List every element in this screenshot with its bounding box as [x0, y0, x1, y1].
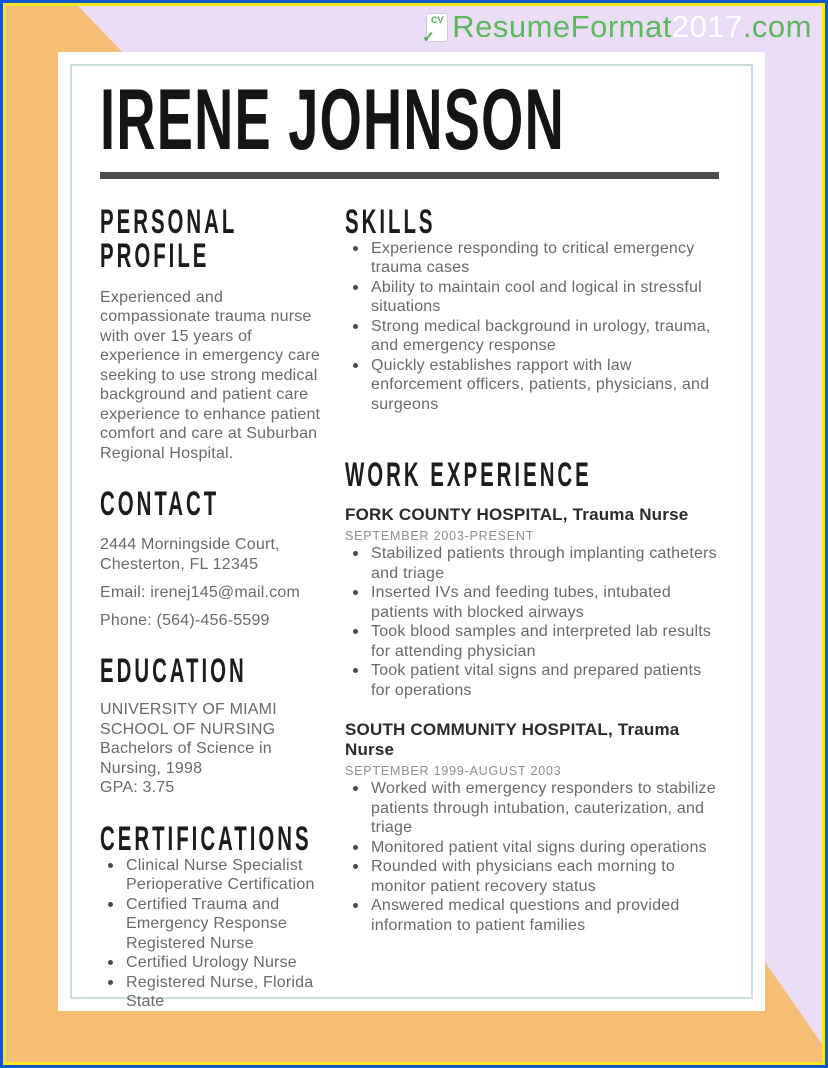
- card-content: [58, 72, 765, 1012]
- contact-address: [100, 535, 330, 574]
- watermark-text: [452, 11, 812, 42]
- list-item: Stabilized patients through implanting catheters and triage: [345, 544, 719, 583]
- certifications-list: [100, 856, 330, 1012]
- watermark-tld: .com: [742, 9, 812, 44]
- page-frame-yellow: [3, 3, 825, 1065]
- section-work-experience: [345, 458, 719, 935]
- list-item: Strong medical background in urology, trauma, and emergency response: [345, 317, 719, 356]
- skills-list: [345, 239, 719, 415]
- resume-card: [58, 52, 765, 1011]
- job-entry: [345, 720, 719, 935]
- site-watermark: [422, 9, 812, 46]
- list-item: Experience responding to critical emergency trauma cases: [345, 239, 719, 278]
- certifications-title: CERTIFICATIONS: [100, 819, 312, 858]
- list-item: Inserted IVs and feeding tubes, intubated patients with blocked airways: [345, 583, 719, 622]
- profile-title-line1: PERSONAL: [100, 202, 238, 241]
- list-item: Answered medical questions and provided information to patient families: [345, 896, 719, 935]
- address-line2: Chesterton, FL 12345: [100, 555, 259, 573]
- skills-title: SKILLS: [345, 202, 436, 241]
- right-column: [345, 202, 719, 1012]
- education-body: [100, 700, 330, 798]
- candidate-name: IRENE JOHNSON: [100, 72, 565, 168]
- job-title: SOUTH COMMUNITY HOSPITAL, Trauma Nurse: [345, 720, 680, 760]
- resume-columns: [100, 202, 719, 1012]
- section-skills: [345, 202, 719, 415]
- list-item: Clinical Nurse Specialist Perioperative Certification: [100, 856, 330, 895]
- education-degree: Bachelors of Science in Nursing, 1998: [100, 740, 272, 777]
- list-item: Took blood samples and interpreted lab results for attending physician: [345, 622, 719, 661]
- profile-title-line2: PROFILE: [100, 236, 210, 275]
- watermark-brand: ResumeFormat: [452, 9, 672, 44]
- address-line1: 2444 Morningside Court,: [100, 536, 280, 554]
- cv-icon-label: CV: [430, 15, 444, 25]
- list-item: Registered Nurse, Florida State: [100, 973, 330, 1012]
- list-item: Took patient vital signs and prepared patients for operations: [345, 661, 719, 700]
- left-column: [100, 202, 330, 1012]
- job-bullet-list: [345, 544, 719, 700]
- job-title: FORK COUNTY HOSPITAL, Trauma Nurse: [345, 505, 689, 525]
- contact-title: CONTACT: [100, 485, 220, 524]
- check-icon: ✓: [422, 29, 435, 46]
- job-entry: [345, 505, 719, 700]
- profile-body: Experienced and compassionate trauma nurse with over 15 years of experience in emergency care seeking to use strong medical background and patient care experience to enhance patient comfort and care at Suburban Regional Hospital.: [100, 288, 321, 462]
- list-item: Certified Trauma and Emergency Response Registered Nurse: [100, 895, 330, 954]
- job-bullet-list: [345, 779, 719, 935]
- contact-phone: Phone: (564)-456-5599: [100, 611, 270, 629]
- education-gpa: GPA: 3.75: [100, 779, 175, 797]
- name-underline: [100, 172, 719, 179]
- section-personal-profile: [100, 202, 330, 464]
- list-item: Quickly establishes rapport with law enforcement officers, patients, physicians, and surgeons: [345, 356, 719, 415]
- list-item: Certified Urology Nurse: [100, 953, 330, 973]
- education-school: UNIVERSITY OF MIAMI SCHOOL OF NURSING: [100, 701, 277, 738]
- list-item: Worked with emergency responders to stabilize patients through intubation, cauterization, and triage: [345, 779, 719, 838]
- section-education: [100, 654, 330, 798]
- contact-email: Email: irenej145@mail.com: [100, 584, 300, 602]
- education-title: EDUCATION: [100, 652, 247, 691]
- section-contact: [100, 487, 330, 630]
- page-background: [6, 6, 822, 1062]
- experience-title: WORK EXPERIENCE: [345, 456, 592, 495]
- section-certifications: [100, 819, 330, 1012]
- job-dates: SEPTEMBER 2003-PRESENT: [345, 529, 535, 544]
- list-item: Ability to maintain cool and logical in stressful situations: [345, 278, 719, 317]
- list-item: Rounded with physicians each morning to monitor patient recovery status: [345, 857, 719, 896]
- job-dates: SEPTEMBER 1999-AUGUST 2003: [345, 764, 562, 779]
- watermark-year: 2017: [671, 9, 743, 44]
- list-item: Monitored patient vital signs during operations: [345, 838, 719, 858]
- cv-document-icon: [422, 14, 447, 46]
